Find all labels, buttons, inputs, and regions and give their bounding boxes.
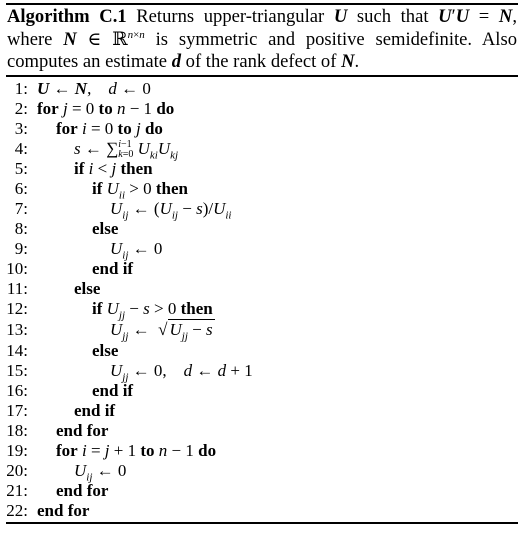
line-number: 12: — [6, 299, 28, 318]
line-code: for i = 0 to j do — [56, 119, 163, 138]
algorithm-line — [0, 219, 520, 239]
algorithm-line — [0, 179, 520, 202]
line-number: 8: — [14, 219, 28, 238]
algorithm-line — [0, 159, 520, 179]
line-code: $U_{jj}$ ← 0, d ← d + 1 — [110, 361, 253, 384]
algorithm-line — [0, 461, 520, 484]
line-number: 15: — [6, 361, 28, 380]
algorithm-caption — [7, 6, 517, 74]
line-code: $U_{jj}$ ← √ $U_{jj} - s$ — [110, 320, 213, 343]
line-number: 19: — [6, 441, 28, 460]
top-rule — [6, 3, 518, 5]
line-number: 6: — [14, 179, 28, 198]
algorithm-line — [0, 341, 520, 361]
line-code: if $U_{jj} - s > 0$ then — [92, 299, 213, 322]
line-code: else — [92, 219, 119, 238]
line-code: for i = j + 1 to n − 1 do — [56, 441, 217, 460]
line-number: 10: — [6, 259, 28, 278]
algorithm-line — [0, 381, 520, 401]
line-code: end for — [56, 481, 109, 500]
line-number: 16: — [6, 381, 28, 400]
algorithm-line — [0, 441, 520, 461]
algorithm-line — [0, 239, 520, 262]
algorithm-line — [0, 299, 520, 322]
algorithm-line — [0, 361, 520, 384]
algorithm-line — [0, 119, 520, 139]
algorithm-line — [0, 199, 520, 222]
algorithm-line — [0, 99, 520, 119]
line-number: 5: — [14, 159, 28, 178]
line-number: 11: — [6, 279, 28, 298]
line-code: if i < j then — [74, 159, 153, 178]
line-number: 22: — [6, 501, 28, 520]
line-code: else — [74, 279, 101, 298]
line-number: 14: — [6, 341, 28, 360]
caption-rule — [6, 75, 518, 77]
line-number: 4: — [14, 139, 28, 158]
line-code: $U_{ij}$ ← 0 — [110, 239, 163, 262]
line-number: 1: — [14, 79, 28, 98]
line-number: 17: — [6, 401, 28, 420]
algorithm-line — [0, 481, 520, 501]
line-code: end if — [92, 259, 134, 278]
line-code: else — [92, 341, 119, 360]
line-number: 13: — [6, 320, 28, 339]
algorithm-line — [0, 139, 520, 162]
caption-line-3: computes an estimate d of the rank defect of N. — [7, 51, 360, 72]
line-number: 21: — [6, 481, 28, 500]
line-code: $U_{ij}$ ← $(U_{ij} - s)/U_{ii}$ — [110, 199, 232, 222]
line-code: s ← ∑i−1 k=0 $U_{ki}U_{kj}$ — [74, 139, 179, 162]
algorithm-line — [0, 421, 520, 441]
line-number: 9: — [14, 239, 28, 258]
algorithm-line — [0, 279, 520, 299]
line-code: end for — [37, 501, 90, 520]
algorithm-line — [0, 320, 520, 343]
line-number: 18: — [6, 421, 28, 440]
line-code: end for — [56, 421, 109, 440]
line-code: U ← N, d ← 0 — [37, 79, 151, 98]
algorithm-line — [0, 501, 520, 521]
line-code: for j = 0 to n − 1 do — [37, 99, 175, 118]
caption-line-1: Algorithm C.1 Returns upper-triangular U such that U′U = N, — [7, 6, 517, 27]
line-number: 3: — [14, 119, 28, 138]
algorithm-line — [0, 79, 520, 99]
line-number: 7: — [14, 199, 28, 218]
line-code: end if — [92, 381, 134, 400]
caption-line-2: where N ∈ ℝ$^{n\times n}$ is symmetric and positive semidefinite. Also — [7, 28, 517, 50]
line-number: 20: — [6, 461, 28, 480]
line-code: $U_{ij}$ ← 0 — [74, 461, 127, 484]
line-number: 2: — [14, 99, 28, 118]
line-code: end if — [74, 401, 116, 420]
algorithm-label: Algorithm C.1 — [7, 6, 127, 27]
algorithm-line — [0, 401, 520, 421]
algorithm-line — [0, 259, 520, 279]
bottom-rule — [6, 522, 518, 524]
line-code: if $U_{ii} > 0$ then — [92, 179, 189, 202]
